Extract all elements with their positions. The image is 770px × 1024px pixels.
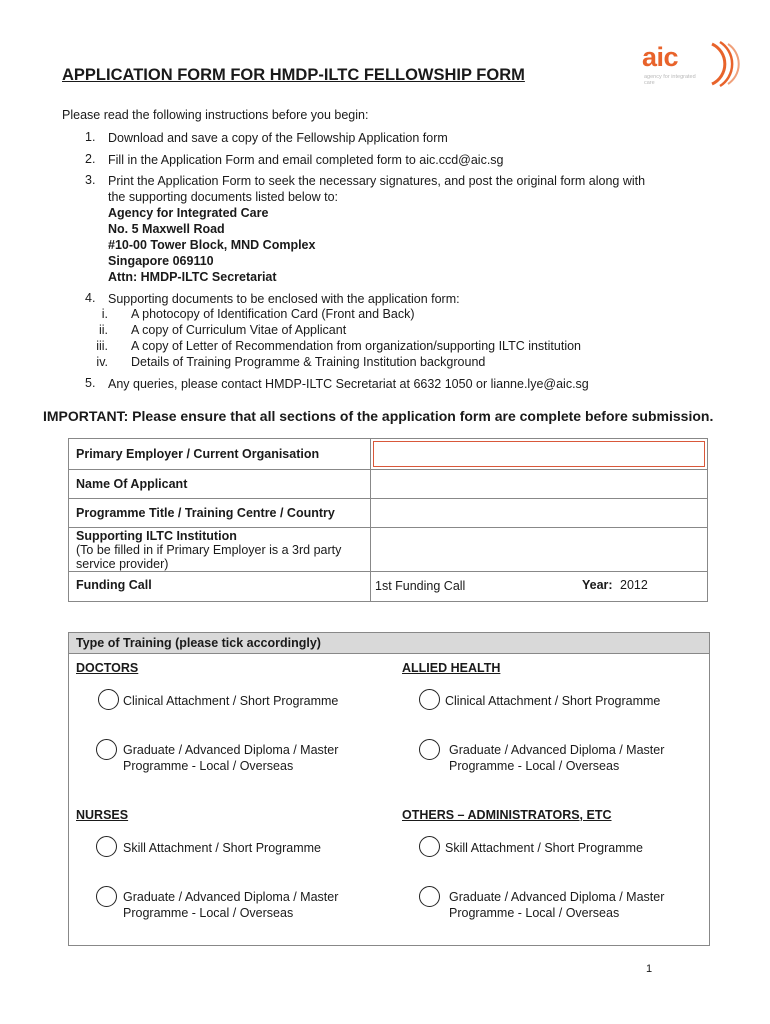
- training-type-header: [69, 633, 709, 654]
- nurses-skill-label: Skill Attachment / Short Programme: [123, 841, 321, 855]
- year-value[interactable]: 2012: [620, 578, 648, 592]
- document-text: A copy of Curriculum Vitae of Applicant: [131, 323, 347, 337]
- others-graduate-label: Graduate / Advanced Diploma / Master: [449, 890, 665, 904]
- step-text: Supporting documents to be enclosed with the application form:: [108, 292, 460, 306]
- important-notice: IMPORTANT: Please ensure that all sections of the application form are complete before submission.: [43, 408, 714, 424]
- form-title: APPLICATION FORM FOR HMDP-ILTC FELLOWSHIP FORM: [62, 66, 525, 84]
- others-skill-label: Skill Attachment / Short Programme: [445, 841, 643, 855]
- allied-graduate-label: Graduate / Advanced Diploma / Master: [449, 743, 665, 757]
- document-number: iii.: [96, 339, 108, 353]
- logo-text: aic: [642, 42, 679, 72]
- logo-tagline: agency for integrated care: [644, 74, 696, 86]
- step-number: 4.: [85, 291, 96, 305]
- nurses-skill-radio[interactable]: [96, 836, 117, 857]
- step-number: 5.: [85, 376, 96, 390]
- address-line: Agency for Integrated Care: [108, 206, 269, 220]
- address-line: No. 5 Maxwell Road: [108, 222, 225, 236]
- primary-employer-label: Primary Employer / Current Organisation: [69, 439, 371, 470]
- nurses-graduate-label: Programme - Local / Overseas: [123, 906, 294, 920]
- document-number: i.: [101, 307, 108, 321]
- step-text: Print the Application Form to seek the necessary signatures, and post the original form along with: [108, 174, 646, 188]
- others-graduate-radio[interactable]: [419, 886, 440, 907]
- others-heading: OTHERS – ADMINISTRATORS, ETC: [402, 808, 612, 822]
- allied-clinical-label: Clinical Attachment / Short Programme: [445, 694, 661, 708]
- allied-clinical-radio[interactable]: [419, 689, 440, 710]
- allied-health-heading: ALLIED HEALTH: [402, 661, 501, 675]
- supporting-institution-field[interactable]: [371, 528, 708, 572]
- funding-call-value[interactable]: 1st Funding Call: [375, 579, 466, 593]
- doctors-graduate-label: Programme - Local / Overseas: [123, 759, 294, 773]
- address-line: Attn: HMDP-ILTC Secretariat: [108, 270, 277, 284]
- year-label: Year:: [582, 578, 613, 592]
- supporting-institution-note: service provider): [76, 557, 169, 571]
- address-line: #10-00 Tower Block, MND Complex: [108, 238, 316, 252]
- nurses-graduate-radio[interactable]: [96, 886, 117, 907]
- allied-graduate-radio[interactable]: [419, 739, 440, 760]
- training-type-title: Type of Training (please tick accordingly): [76, 636, 321, 650]
- allied-graduate-label: Programme - Local / Overseas: [449, 759, 620, 773]
- supporting-institution-label: Supporting ILTC Institution: [76, 529, 237, 543]
- nurses-graduate-label: Graduate / Advanced Diploma / Master: [123, 890, 339, 904]
- step-number: 2.: [85, 152, 96, 166]
- nurses-heading: NURSES: [76, 808, 129, 822]
- document-number: iv.: [96, 355, 108, 369]
- training-type-section: [68, 632, 710, 946]
- primary-employer-field[interactable]: [373, 441, 705, 467]
- step-number: 3.: [85, 173, 96, 187]
- applicant-name-field[interactable]: [371, 470, 708, 499]
- step-text: Download and save a copy of the Fellowship Application form: [108, 131, 448, 145]
- funding-call-cell: [371, 572, 708, 602]
- doctors-graduate-label: Graduate / Advanced Diploma / Master: [123, 743, 339, 757]
- step-text: Fill in the Application Form and email completed form to aic.ccd@aic.sg: [108, 153, 504, 167]
- document-text: A copy of Letter of Recommendation from organization/supporting ILTC institution: [131, 339, 582, 353]
- applicant-name-label: Name Of Applicant: [69, 470, 371, 499]
- document-text: Details of Training Programme & Training Institution background: [131, 355, 486, 369]
- step-text: Any queries, please contact HMDP-ILTC Secretariat at 6632 1050 or lianne.lye@aic.sg: [108, 377, 589, 391]
- step-number: 1.: [85, 130, 96, 144]
- others-skill-radio[interactable]: [419, 836, 440, 857]
- document-text: A photocopy of Identification Card (Front and Back): [131, 307, 415, 321]
- supporting-institution-note: (To be filled in if Primary Employer is a 3rd party: [76, 543, 342, 557]
- doctors-clinical-label: Clinical Attachment / Short Programme: [123, 694, 339, 708]
- doctors-heading: DOCTORS: [76, 661, 139, 675]
- address-line: Singapore 069110: [108, 254, 214, 268]
- programme-title-label: Programme Title / Training Centre / Country: [69, 499, 371, 528]
- funding-call-label: Funding Call: [69, 572, 371, 602]
- doctors-graduate-radio[interactable]: [96, 739, 117, 760]
- aic-logo: [640, 38, 746, 90]
- others-graduate-label: Programme - Local / Overseas: [449, 906, 620, 920]
- supporting-institution-cell: [69, 528, 371, 572]
- instructions-intro: Please read the following instructions before you begin:: [62, 108, 369, 122]
- document-number: ii.: [98, 323, 108, 337]
- step-text: the supporting documents listed below to:: [108, 190, 338, 204]
- applicant-info-table: [68, 438, 708, 602]
- doctors-clinical-radio[interactable]: [98, 689, 119, 710]
- programme-title-field[interactable]: [371, 499, 708, 528]
- page-number: 1: [646, 963, 653, 975]
